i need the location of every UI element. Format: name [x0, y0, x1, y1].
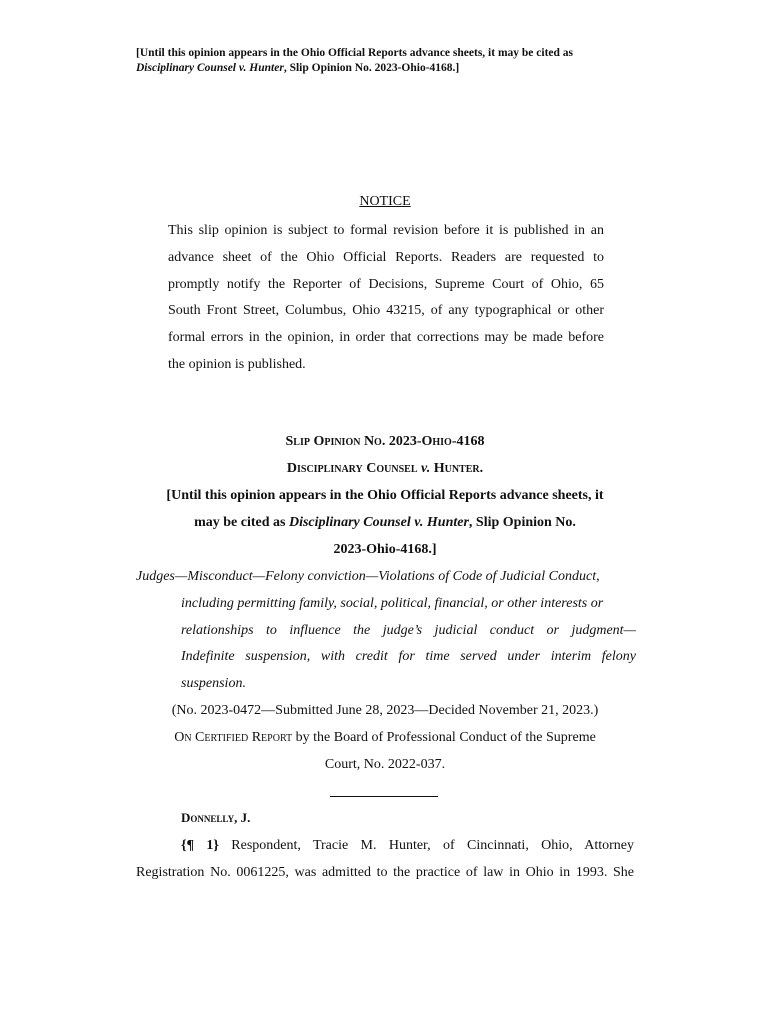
syllabus-line: Indefinite suspension, with credit for time served under interim felony: [181, 649, 636, 665]
separator-rule: [330, 796, 438, 797]
procedural-line-1: [0, 730, 770, 746]
notice-line: South Front Street, Columbus, Ohio 43215, of any typographical or other: [168, 303, 604, 319]
syllabus: [136, 564, 636, 698]
paragraph-marker: {¶ 1}: [181, 838, 219, 853]
syllabus-line: suspension.: [181, 676, 246, 692]
syllabus-line: relationships to influence the judge’s judicial conduct or judgment—: [181, 622, 636, 638]
notice-line: This slip opinion is subject to formal revision before it is published in an: [168, 223, 604, 238]
paragraph-1: [136, 832, 634, 886]
header-note-case-name: Disciplinary Counsel v. Hunter: [136, 62, 284, 74]
cite-line-2-suffix: , Slip Opinion No.: [468, 515, 576, 530]
cite-line-2-case-name: Disciplinary Counsel v. Hunter: [288, 515, 469, 530]
notice-line: formal errors in the opinion, in order that corrections may be made before: [168, 330, 604, 346]
citation-header-note: [136, 46, 656, 76]
notice-line: the opinion is published.: [168, 356, 306, 372]
slip-opinion-number: Slip Opinion No. 2023-Ohio-4168: [285, 434, 485, 449]
notice-body: [168, 218, 604, 379]
opinion-author: Donnelly, J.: [181, 810, 251, 825]
header-note-line1: [Until this opinion appears in the Ohio Official Reports advance sheets, it may be cited as: [136, 47, 574, 59]
cite-line-3: 2023-Ohio-4168.]: [333, 542, 437, 557]
case-title-party1: Disciplinary Counsel: [286, 461, 418, 476]
paragraph-1-line-2: Registration No. 0061225, was admitted to the practice of law in Ohio in 1993. She: [136, 865, 634, 880]
case-title-versus: v.: [421, 461, 431, 476]
notice-title: NOTICE: [359, 194, 411, 209]
procedural-line-2: Court, No. 2022-037.: [324, 757, 446, 772]
notice-line: advance sheet of the Ohio Official Reports. Readers are requested to: [168, 249, 604, 265]
cite-line-2-prefix: may be cited as: [194, 515, 289, 530]
on-certified-report: On Certified Report: [174, 730, 293, 745]
cite-line-1: [Until this opinion appears in the Ohio Official Reports advance sheets, it: [166, 488, 604, 503]
syllabus-line: including permitting family, social, political, financial, or other interests or: [181, 595, 604, 611]
procedural-line-1-rest: by the Board of Professional Conduct of the Supreme: [292, 730, 596, 745]
notice-line: promptly notify the Reporter of Decisions, Supreme Court of Ohio, 65: [168, 276, 604, 292]
docket-line: (No. 2023-0472—Submitted June 28, 2023—Decided November 21, 2023.): [171, 703, 599, 718]
case-title-party2: Hunter.: [433, 461, 484, 476]
paragraph-1-line-1: [136, 832, 634, 859]
case-title: [0, 461, 770, 477]
cite-line-2: [0, 515, 770, 531]
paragraph-1-line-1-text: Respondent, Tracie M. Hunter, of Cincinnati, Ohio, Attorney: [218, 838, 634, 853]
header-note-line2: , Slip Opinion No. 2023-Ohio-4168.]: [283, 62, 460, 74]
syllabus-line: Judges—Misconduct—Felony conviction—Violations of Code of Judicial Conduct,: [136, 569, 600, 584]
